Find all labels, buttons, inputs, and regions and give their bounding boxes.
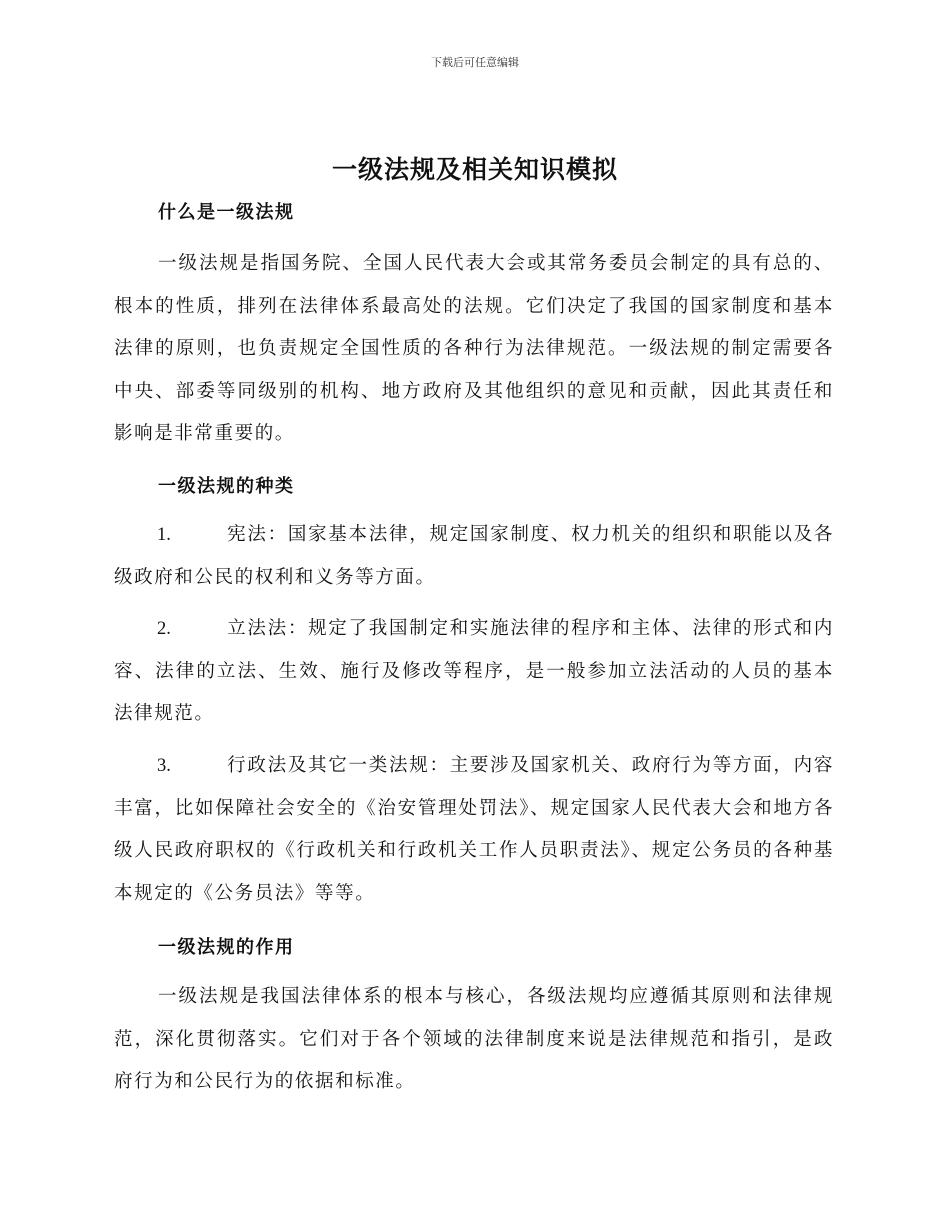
section-paragraph-role: 一级法规是我国法律体系的根本与核心，各级法规均应遵循其原则和法律规范，深化贯彻落实。它们对于各个领域的法律制度来说是法律规范和指引，是政府行为和公民行为的依据和标准。 xyxy=(114,986,834,1092)
list-item-constitution xyxy=(114,514,834,599)
section-heading-what-is: 什么是一级法规 xyxy=(158,202,295,223)
list-item-text: 立法法：规定了我国制定和实施法律的程序和主体、法律的形式和内容、法律的立法、生效、施行及修改等程序，是一般参加立法活动的人员的基本法律规范。 xyxy=(114,618,834,724)
section-heading-types: 一级法规的种类 xyxy=(158,476,295,497)
list-item-text: 行政法及其它一类法规：主要涉及国家机关、政府行为等方面，内容丰富，比如保障社会安全的《治安管理处罚法》、规定国家人民代表大会和地方各级人民政府职权的《行政机关和行政机关工作人员职责法》、规定公务员的各种基本规定的《公务员法》等等。 xyxy=(114,755,834,904)
section-heading-role: 一级法规的作用 xyxy=(158,937,295,958)
header-note: 下载后可任意编辑 xyxy=(431,56,519,69)
list-item-text: 宪法：国家基本法律，规定国家制度、权力机关的组织和职能以及各级政府和公民的权利和义务等方面。 xyxy=(114,524,834,588)
document-title: 一级法规及相关知识模拟 xyxy=(331,155,618,184)
list-item-administrative-law xyxy=(114,745,834,915)
list-item-number: 1. xyxy=(157,525,171,545)
list-item-number: 2. xyxy=(157,619,171,639)
list-item-number: 3. xyxy=(157,756,171,776)
list-item-legislation-law xyxy=(114,608,834,736)
section-paragraph-what-is: 一级法规是指国务院、全国人民代表大会或其常务委员会制定的具有总的、根本的性质，排列在法律体系最高处的法规。它们决定了我国的国家制度和基本法律的原则，也负责规定全国性质的各种行为法律规范。一级法规的制定需要各中央、部委等同级别的机构、地方政府及其他组织的意见和贡献，因此其责任和影响是非常重要的。 xyxy=(114,253,834,444)
